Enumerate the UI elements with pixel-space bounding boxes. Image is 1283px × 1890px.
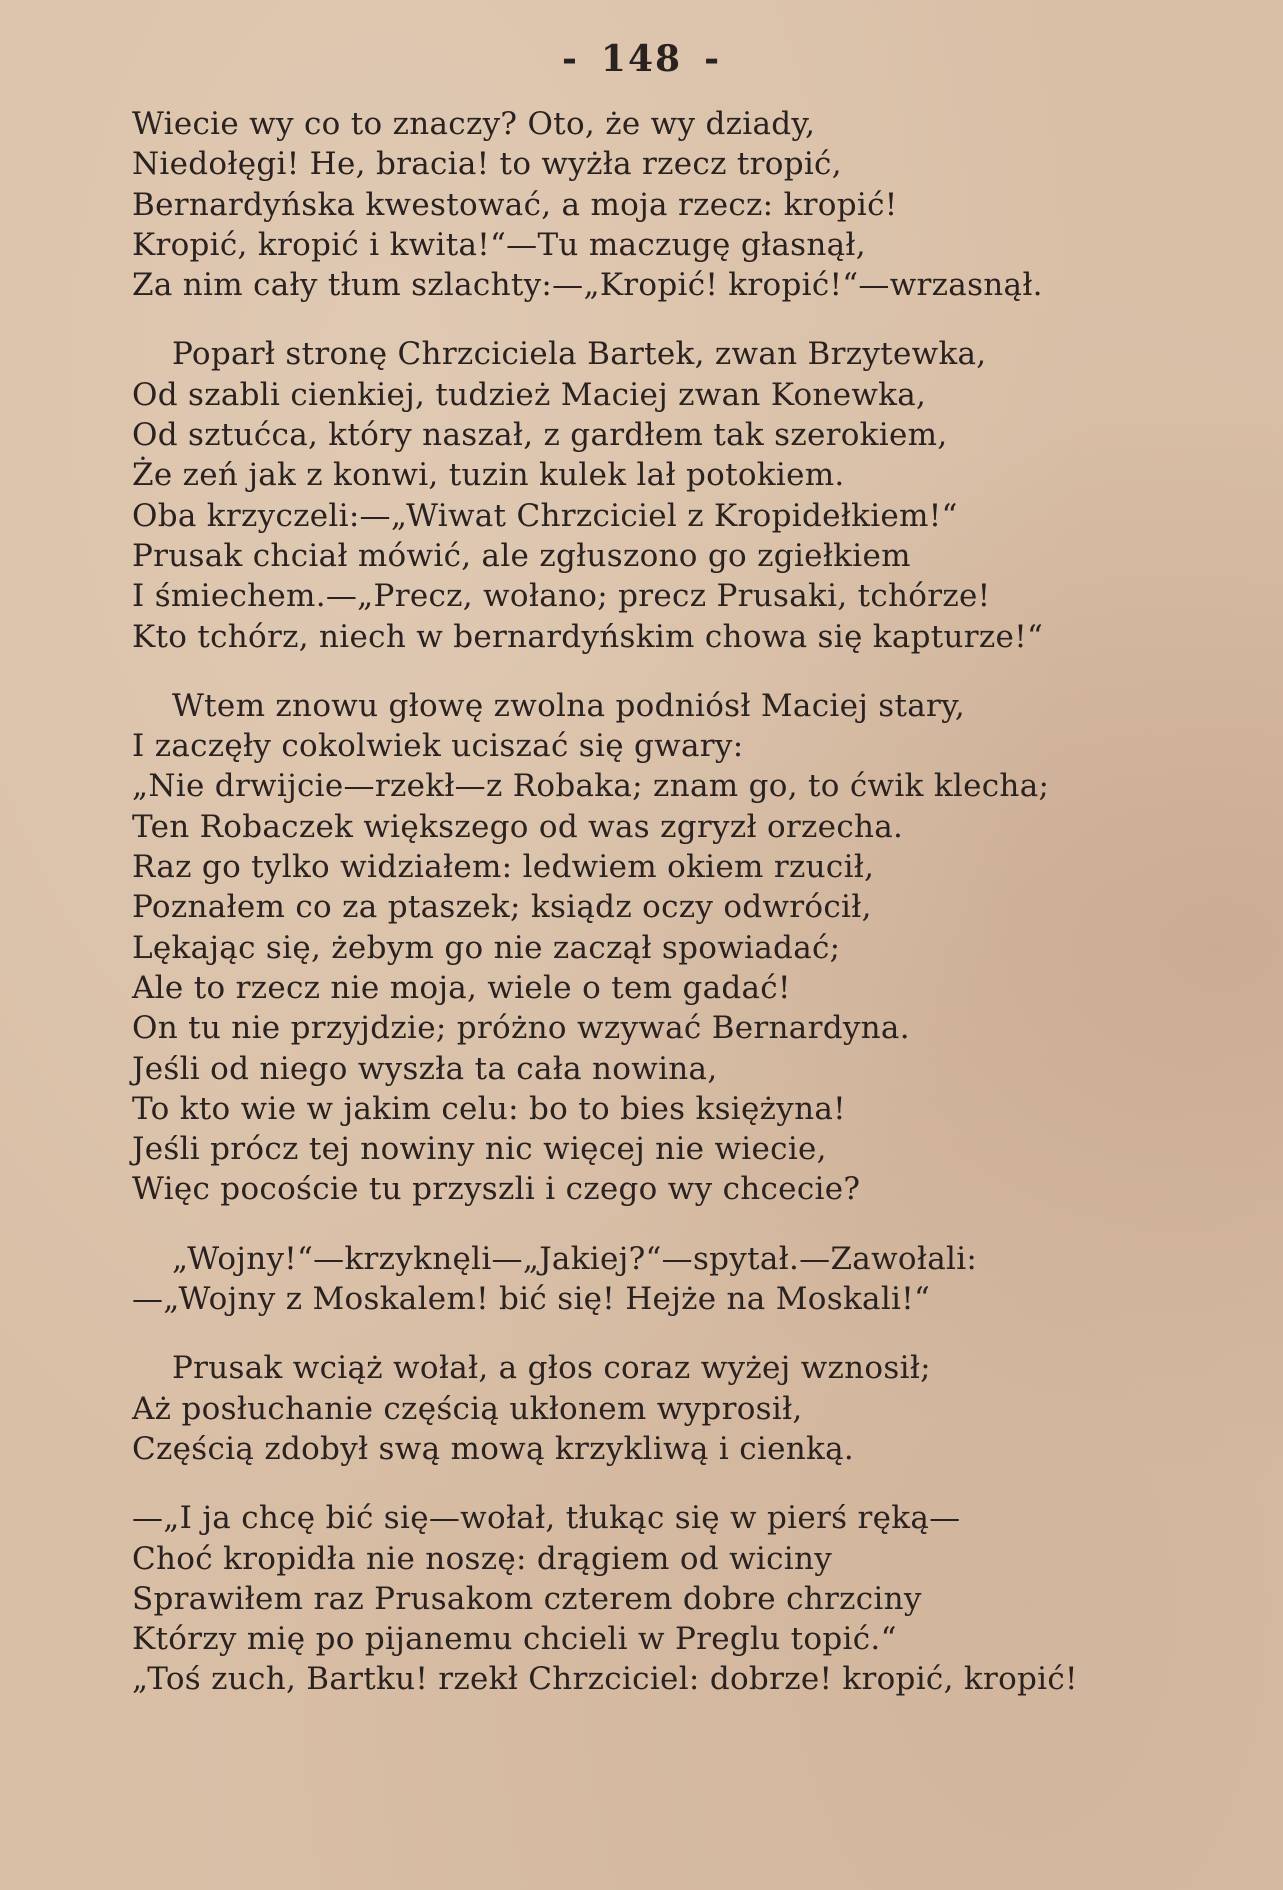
verse-line: Którzy mię po pijanemu chcieli w Preglu topić.“ [132, 1621, 897, 1658]
verse-line: „Toś zuch, Bartku! rzekł Chrzciciel: dobrze! kropić, kropić! [132, 1661, 1078, 1698]
verse-line: To kto wie w jakim celu: bo to bies księżyna! [132, 1090, 846, 1127]
verse-line: Częścią zdobył swą mową krzykliwą i cienką. [132, 1430, 855, 1467]
verse-line: On tu nie przyjdzie; próżno wzywać Bernardyna. [132, 1010, 910, 1047]
verse-line: Wtem znowu głowę zwolna podniósł Maciej stary, [172, 687, 966, 724]
verse-line: Aż posłuchanie częścią ukłonem wyprosił, [132, 1390, 803, 1427]
verse-line: Ale to rzecz nie moja, wiele o tem gadać! [132, 969, 791, 1006]
verse-line: Jeśli prócz tej nowiny nic więcej nie wiecie, [132, 1131, 827, 1168]
stanza-3 [132, 686, 1212, 1210]
verse-line: Prusak chciał mówić, ale zgłuszono go zgiełkiem [132, 537, 911, 574]
verse-line: Ten Robaczek większego od was zgryzł orzecha. [132, 808, 904, 845]
verse-line: —„Wojny z Moskalem! bić się! Hejże na Moskali!“ [132, 1281, 931, 1318]
page-number-dash-left: - [561, 38, 579, 80]
verse-line: Bernardyńska kwestować, a moja rzecz: kropić! [132, 186, 898, 223]
stanza-5 [132, 1348, 1212, 1469]
verse-line: Choć kropidła nie noszę: drągiem od wiciny [132, 1540, 833, 1577]
page-number-dash-right: - [704, 38, 722, 80]
stanza-2 [132, 334, 1212, 656]
verse-line: Od sztućca, który naszał, z gardłem tak szerokiem, [132, 417, 948, 454]
verse-line: „Nie drwijcie—rzekł—z Robaka; znam go, to ćwik klecha; [132, 768, 1050, 805]
verse-line: „Wojny!“—krzyknęli—„Jakiej?“—spytał.—Zawołali: [172, 1240, 978, 1277]
verse-line: I zaczęły cokolwiek uciszać się gwary: [132, 728, 744, 765]
verse-line: Niedołęgi! He, bracia! to wyżła rzecz tropić, [132, 146, 842, 183]
stanza-4 [132, 1239, 1212, 1320]
page-number: 148 [600, 38, 683, 80]
verse-line: —„I ja chcę bić się—wołał, tłukąc się w pierś ręką— [132, 1500, 961, 1537]
verse-line: Więc pocoście tu przyszli i czego wy chcecie? [132, 1171, 861, 1208]
verse-line: Za nim cały tłum szlachty:—„Kropić! kropić!“—wrzasnął. [132, 267, 1043, 304]
verse-line: Kropić, kropić i kwita!“—Tu maczugę głasnął, [132, 226, 866, 263]
verse-line: Poznałem co za ptaszek; ksiądz oczy odwrócił, [132, 889, 872, 926]
stanza-6 [132, 1498, 1212, 1699]
verse-line: Kto tchórz, niech w bernardyńskim chowa się kapturze!“ [132, 618, 1044, 655]
poem-text [132, 104, 1212, 1729]
verse-line: Prusak wciąż wołał, a głos coraz wyżej wznosił; [172, 1350, 931, 1387]
page-number-header [0, 38, 1283, 80]
verse-line: Lękając się, żebym go nie zaczął spowiadać; [132, 929, 841, 966]
verse-line: Od szabli cienkiej, tudzież Maciej zwan Konewka, [132, 376, 927, 413]
verse-line: Że zeń jak z konwi, tuzin kulek lał potokiem. [132, 457, 845, 494]
stanza-1 [132, 104, 1212, 305]
verse-line: Oba krzyczeli:—„Wiwat Chrzciciel z Kropidełkiem!“ [132, 497, 958, 534]
verse-line: Poparł stronę Chrzciciela Bartek, zwan Brzytewka, [172, 336, 987, 373]
verse-line: Sprawiłem raz Prusakom czterem dobre chrzciny [132, 1580, 922, 1617]
verse-line: Raz go tylko widziałem: ledwiem okiem rzucił, [132, 849, 875, 886]
verse-line: I śmiechem.—„Precz, wołano; precz Prusaki, tchórze! [132, 578, 991, 615]
verse-line: Jeśli od niego wyszła ta cała nowina, [132, 1050, 718, 1087]
verse-line: Wiecie wy co to znaczy? Oto, że wy dziady, [132, 106, 816, 142]
